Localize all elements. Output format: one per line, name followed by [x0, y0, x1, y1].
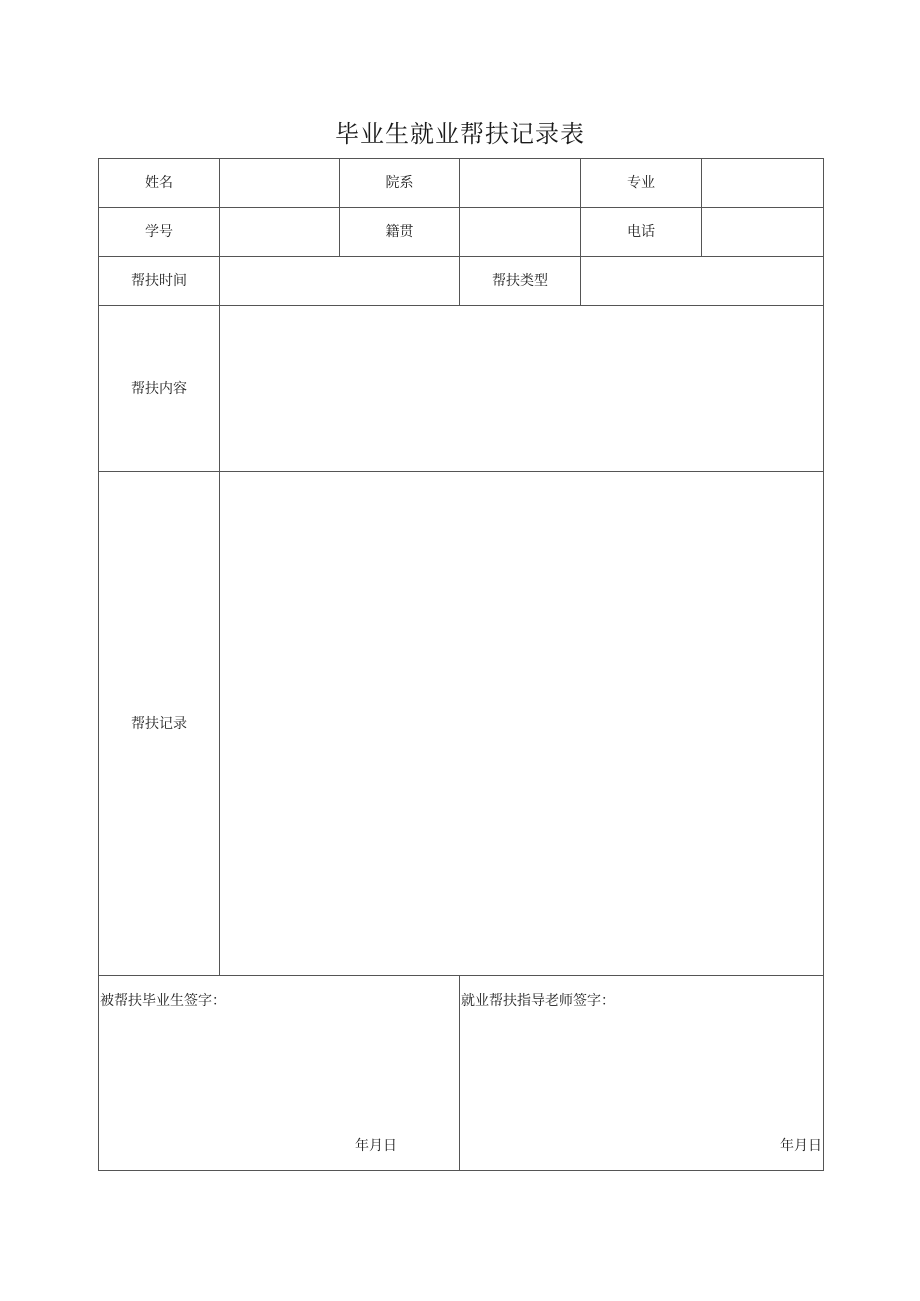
teacher-signature-date: 年月日 [780, 1138, 822, 1154]
student-id-label: 学号 [99, 208, 220, 257]
department-field[interactable] [460, 159, 581, 208]
name-field[interactable] [220, 159, 340, 208]
student-id-field[interactable] [220, 208, 340, 257]
assistance-record-form [98, 158, 824, 1171]
student-signature-cell[interactable] [99, 976, 460, 1171]
hometown-field[interactable] [460, 208, 581, 257]
page-title: 毕业生就业帮扶记录表 [335, 120, 585, 148]
student-signature-date: 年月日 [355, 1138, 397, 1154]
name-label: 姓名 [99, 159, 220, 208]
assist-type-field[interactable] [581, 257, 824, 306]
major-field[interactable] [702, 159, 824, 208]
assist-record-label: 帮扶记录 [99, 472, 220, 976]
phone-field[interactable] [702, 208, 824, 257]
form-row-basic-info [99, 159, 824, 208]
form-row-signatures [99, 976, 824, 1171]
assist-record-field[interactable] [220, 472, 824, 976]
student-signature-label: 被帮扶毕业生签字： [100, 993, 226, 1009]
form-row-contact-info [99, 208, 824, 257]
teacher-signature-label: 就业帮扶指导老师签字： [461, 993, 615, 1009]
assist-time-label: 帮扶时间 [99, 257, 220, 306]
assist-content-label: 帮扶内容 [99, 306, 220, 472]
phone-label: 电话 [581, 208, 702, 257]
major-label: 专业 [581, 159, 702, 208]
hometown-label: 籍贯 [340, 208, 460, 257]
assist-type-label: 帮扶类型 [460, 257, 581, 306]
form-row-assist-record [99, 472, 824, 976]
department-label: 院系 [340, 159, 460, 208]
form-row-assist-meta [99, 257, 824, 306]
form-row-assist-content [99, 306, 824, 472]
assist-content-field[interactable] [220, 306, 824, 472]
teacher-signature-cell[interactable] [460, 976, 824, 1171]
assist-time-field[interactable] [220, 257, 460, 306]
